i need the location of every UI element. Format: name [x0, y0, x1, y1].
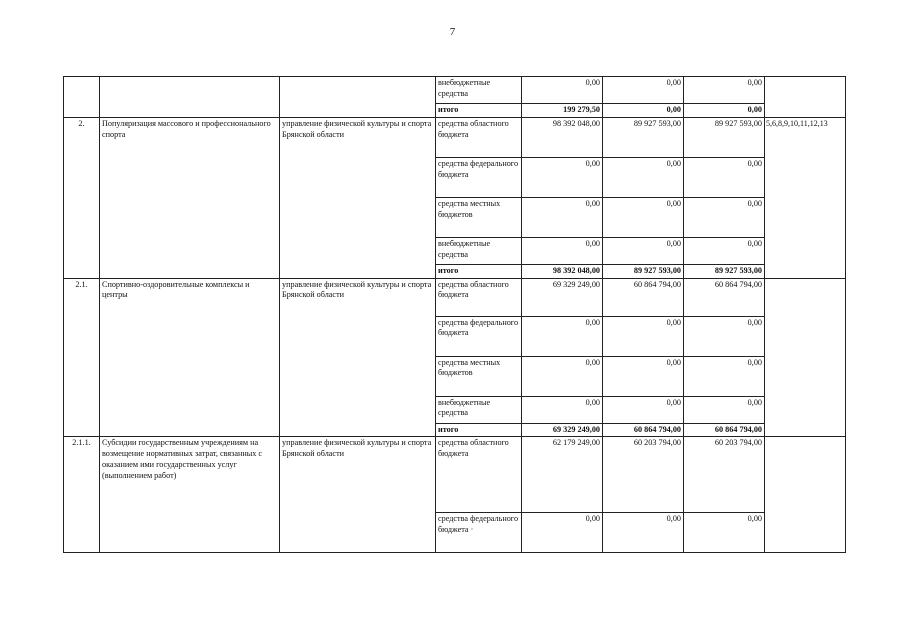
year3-total: 60 864 794,00	[684, 423, 765, 437]
year3-value: 0,00	[684, 237, 765, 264]
executor-cell: управление физической культуры и спорта Брянской области	[280, 117, 436, 278]
table-row	[64, 278, 846, 316]
year2-value: 60 203 794,00	[603, 437, 684, 513]
source-cell: средства областного бюджета	[436, 117, 522, 157]
table-row	[64, 117, 846, 157]
year1-value: 0,00	[522, 356, 603, 396]
year3-value: 0,00	[684, 77, 765, 104]
source-cell: средства областного бюджета	[436, 437, 522, 513]
year1-value: 98 392 048,00	[522, 117, 603, 157]
year3-value: 89 927 593,00	[684, 117, 765, 157]
total-label: итого	[436, 104, 522, 118]
year1-value: 0,00	[522, 157, 603, 197]
source-cell: средства федерального бюджета	[436, 157, 522, 197]
year3-value: 60 864 794,00	[684, 278, 765, 316]
indicators-cell	[765, 77, 846, 118]
year2-total: 60 864 794,00	[603, 423, 684, 437]
row-number-cell: 2.	[64, 117, 100, 278]
year1-value: 0,00	[522, 237, 603, 264]
year2-value: 0,00	[603, 197, 684, 237]
year2-value: 89 927 593,00	[603, 117, 684, 157]
year2-total: 89 927 593,00	[603, 264, 684, 278]
row-number-cell	[64, 77, 100, 118]
source-cell: средства областного бюджета	[436, 278, 522, 316]
year3-value: 60 203 794,00	[684, 437, 765, 513]
year1-value: 62 179 249,00	[522, 437, 603, 513]
item-name-cell: Субсидии государственным учреждениям на возмещение нормативных затрат, связанных с оказанием ими государственных услуг (выполнением работ)	[100, 437, 280, 553]
source-cell: средства местных бюджетов	[436, 356, 522, 396]
row-number-cell: 2.1.1.	[64, 437, 100, 553]
source-cell: средства федерального бюджета ·	[436, 513, 522, 553]
indicators-cell	[765, 278, 846, 437]
year3-value: 0,00	[684, 157, 765, 197]
year1-total: 98 392 048,00	[522, 264, 603, 278]
year3-value: 0,00	[684, 197, 765, 237]
year1-value: 0,00	[522, 513, 603, 553]
executor-cell: управление физической культуры и спорта Брянской области	[280, 437, 436, 553]
year2-value: 0,00	[603, 77, 684, 104]
row-number-cell: 2.1.	[64, 278, 100, 437]
total-label: итого	[436, 264, 522, 278]
source-cell: средства федерального бюджета	[436, 316, 522, 356]
year1-total: 69 329 249,00	[522, 423, 603, 437]
year2-value: 0,00	[603, 513, 684, 553]
executor-cell	[280, 77, 436, 118]
source-cell: внебюджетные средства	[436, 237, 522, 264]
year2-value: 0,00	[603, 316, 684, 356]
year1-value: 69 329 249,00	[522, 278, 603, 316]
year2-value: 0,00	[603, 237, 684, 264]
source-cell: средства местных бюджетов	[436, 197, 522, 237]
table-row	[64, 437, 846, 513]
executor-cell: управление физической культуры и спорта Брянской области	[280, 278, 436, 437]
year1-value: 0,00	[522, 197, 603, 237]
year3-value: 0,00	[684, 356, 765, 396]
page-number: 7	[449, 26, 456, 38]
year3-value: 0,00	[684, 316, 765, 356]
year1-value: 0,00	[522, 77, 603, 104]
year3-total: 89 927 593,00	[684, 264, 765, 278]
year2-value: 0,00	[603, 157, 684, 197]
indicators-cell: 5,6,8,9,10,11,12,13	[765, 117, 846, 278]
source-cell: внебюджетные средства	[436, 396, 522, 423]
item-name-cell: Спортивно-оздоровительные комплексы и центры	[100, 278, 280, 437]
year2-value: 60 864 794,00	[603, 278, 684, 316]
year3-value: 0,00	[684, 513, 765, 553]
year2-value: 0,00	[603, 356, 684, 396]
year2-total: 0,00	[603, 104, 684, 118]
budget-table	[63, 76, 846, 553]
indicators-cell	[765, 437, 846, 553]
year3-total: 0,00	[684, 104, 765, 118]
table-row	[64, 77, 846, 104]
year2-value: 0,00	[603, 396, 684, 423]
total-label: итого	[436, 423, 522, 437]
year3-value: 0,00	[684, 396, 765, 423]
year1-value: 0,00	[522, 396, 603, 423]
year1-total: 199 279,50	[522, 104, 603, 118]
source-cell: внебюджетные средства	[436, 77, 522, 104]
item-name-cell	[100, 77, 280, 118]
year1-value: 0,00	[522, 316, 603, 356]
item-name-cell: Популяризация массового и профессионального спорта	[100, 117, 280, 278]
